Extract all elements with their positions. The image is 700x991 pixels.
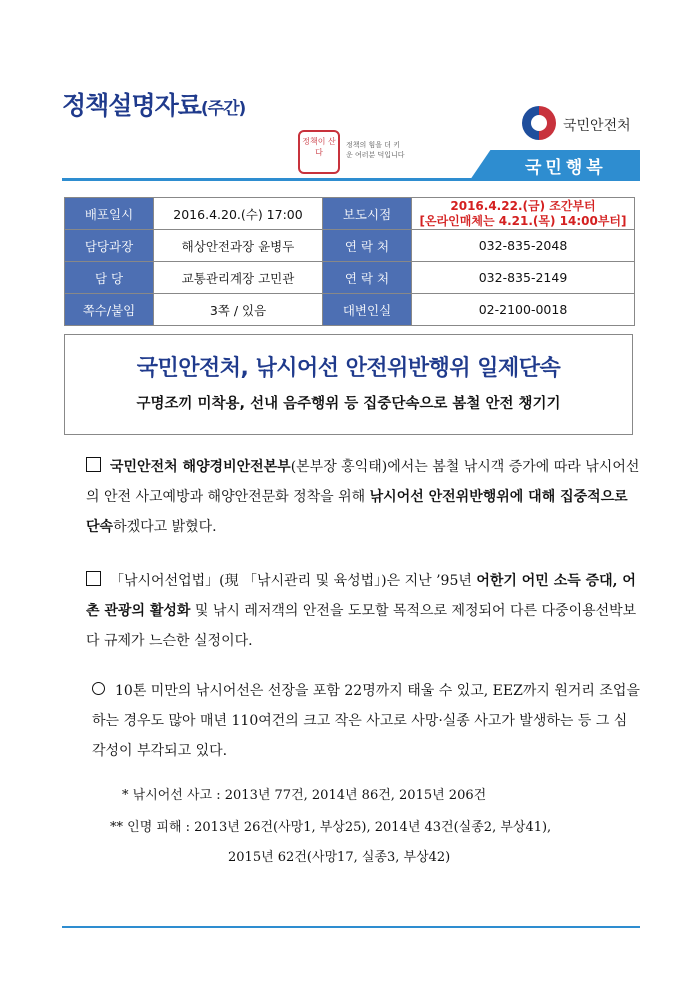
banner-slogan: 국민행복	[525, 158, 607, 178]
embargo-line1: 2016.4.22.(금) 조간부터	[450, 198, 596, 213]
table-row	[65, 262, 635, 294]
paragraph-3	[92, 676, 640, 766]
document-type-title: 정책설명자료(주간)	[62, 91, 246, 120]
slogan-text: 정책의 힘을 더 키운 여러분 덕입니다	[346, 141, 405, 159]
checkbox-bullet-icon	[86, 571, 101, 586]
release-date-value: 2016.4.20.(수) 17:00	[154, 198, 323, 230]
header-rule	[62, 178, 640, 181]
headline-box	[64, 334, 633, 435]
headline-subtitle: 구명조끼 미착용, 선내 음주행위 등 집중단속으로 봄철 안전 챙기기	[136, 396, 561, 412]
p1-text-1: (본부장 홍익태)에서는 봄철 낚시객 증가에 따라 낚시어선의 안전 사고예방과 해양안전문화 정착을 위해	[86, 459, 640, 505]
table-row	[65, 198, 635, 230]
agency-name: 국민안전처	[563, 118, 631, 134]
checkbox-bullet-icon	[86, 457, 101, 472]
officer-value: 교통관리계장 고민관	[154, 262, 323, 294]
table-row	[65, 294, 635, 326]
slogan-logo: 정책이 산다	[298, 130, 340, 174]
headline-title: 국민안전처, 낚시어선 안전위반행위 일제단속	[136, 356, 561, 381]
footnote-casualties: ** 인명 피해 : 2013년 26건(사망1, 부상25), 2014년 43건(실종2, 부상41),	[110, 820, 552, 835]
embargo-label: 보도시점	[323, 198, 412, 230]
table-row	[65, 230, 635, 262]
p3-text: 10톤 미만의 낚시어선은 선장을 포함 22명까지 태울 수 있고, EEZ까지 원거리 조업을 하는 경우도 많아 매년 110여건의 크고 작은 사고로 사망·실종 사고가 발생하는 등 그 심각성이 부각되고 있다.	[92, 683, 640, 759]
p1-bold-1: 국민안전처 해양경비안전본부	[110, 459, 291, 475]
paragraph-2	[86, 566, 641, 656]
dept-label: 담당과장	[65, 230, 154, 262]
embargo-line2: [온라인매체는 4.21.(목) 14:00부터]	[419, 213, 627, 228]
pages-value: 3쪽 / 있음	[154, 294, 323, 326]
p2-text-2: 및 낚시 레저객의 안전을 도모할 목적으로 제정되어 다른 다중이용선박보다 규제가 느슨한 실정이다.	[86, 603, 637, 649]
paragraph-1	[86, 452, 641, 542]
release-date-label: 배포일시	[65, 198, 154, 230]
p2-text-1: 「낚시어선업법」(現 「낚시관리 및 육성법」)은 지난 ’95년	[110, 573, 477, 589]
pages-label: 쪽수/붙임	[65, 294, 154, 326]
contact2-value: 032-835-2149	[412, 262, 635, 294]
government-emblem-icon	[522, 106, 556, 140]
embargo-value	[412, 198, 635, 230]
p2-bold-1: 어한기 어민 소득 증대, 어촌 관광의 활성화	[86, 573, 636, 619]
spokesperson-label: 대변인실	[323, 294, 412, 326]
spokesperson-value: 02-2100-0018	[412, 294, 635, 326]
release-info-table	[64, 197, 635, 326]
contact2-label: 연 락 처	[323, 262, 412, 294]
footnote-casualties-cont: 2015년 62건(사망17, 실종3, 부상42)	[228, 850, 451, 865]
contact1-value: 032-835-2048	[412, 230, 635, 262]
dept-value: 해상안전과장 윤병두	[154, 230, 323, 262]
contact1-label: 연 락 처	[323, 230, 412, 262]
circle-bullet-icon	[92, 682, 105, 695]
footer-rule	[62, 926, 640, 928]
p1-text-2: 하겠다고 밝혔다.	[113, 519, 217, 535]
officer-label: 담 당	[65, 262, 154, 294]
document-type-suffix: (주간)	[200, 99, 246, 119]
p1-bold-2: 낚시어선 안전위반행위에 대해 집중적으로 단속	[86, 489, 628, 535]
footnote-accidents: * 낚시어선 사고 : 2013년 77건, 2014년 86건, 2015년 206건	[122, 788, 487, 803]
